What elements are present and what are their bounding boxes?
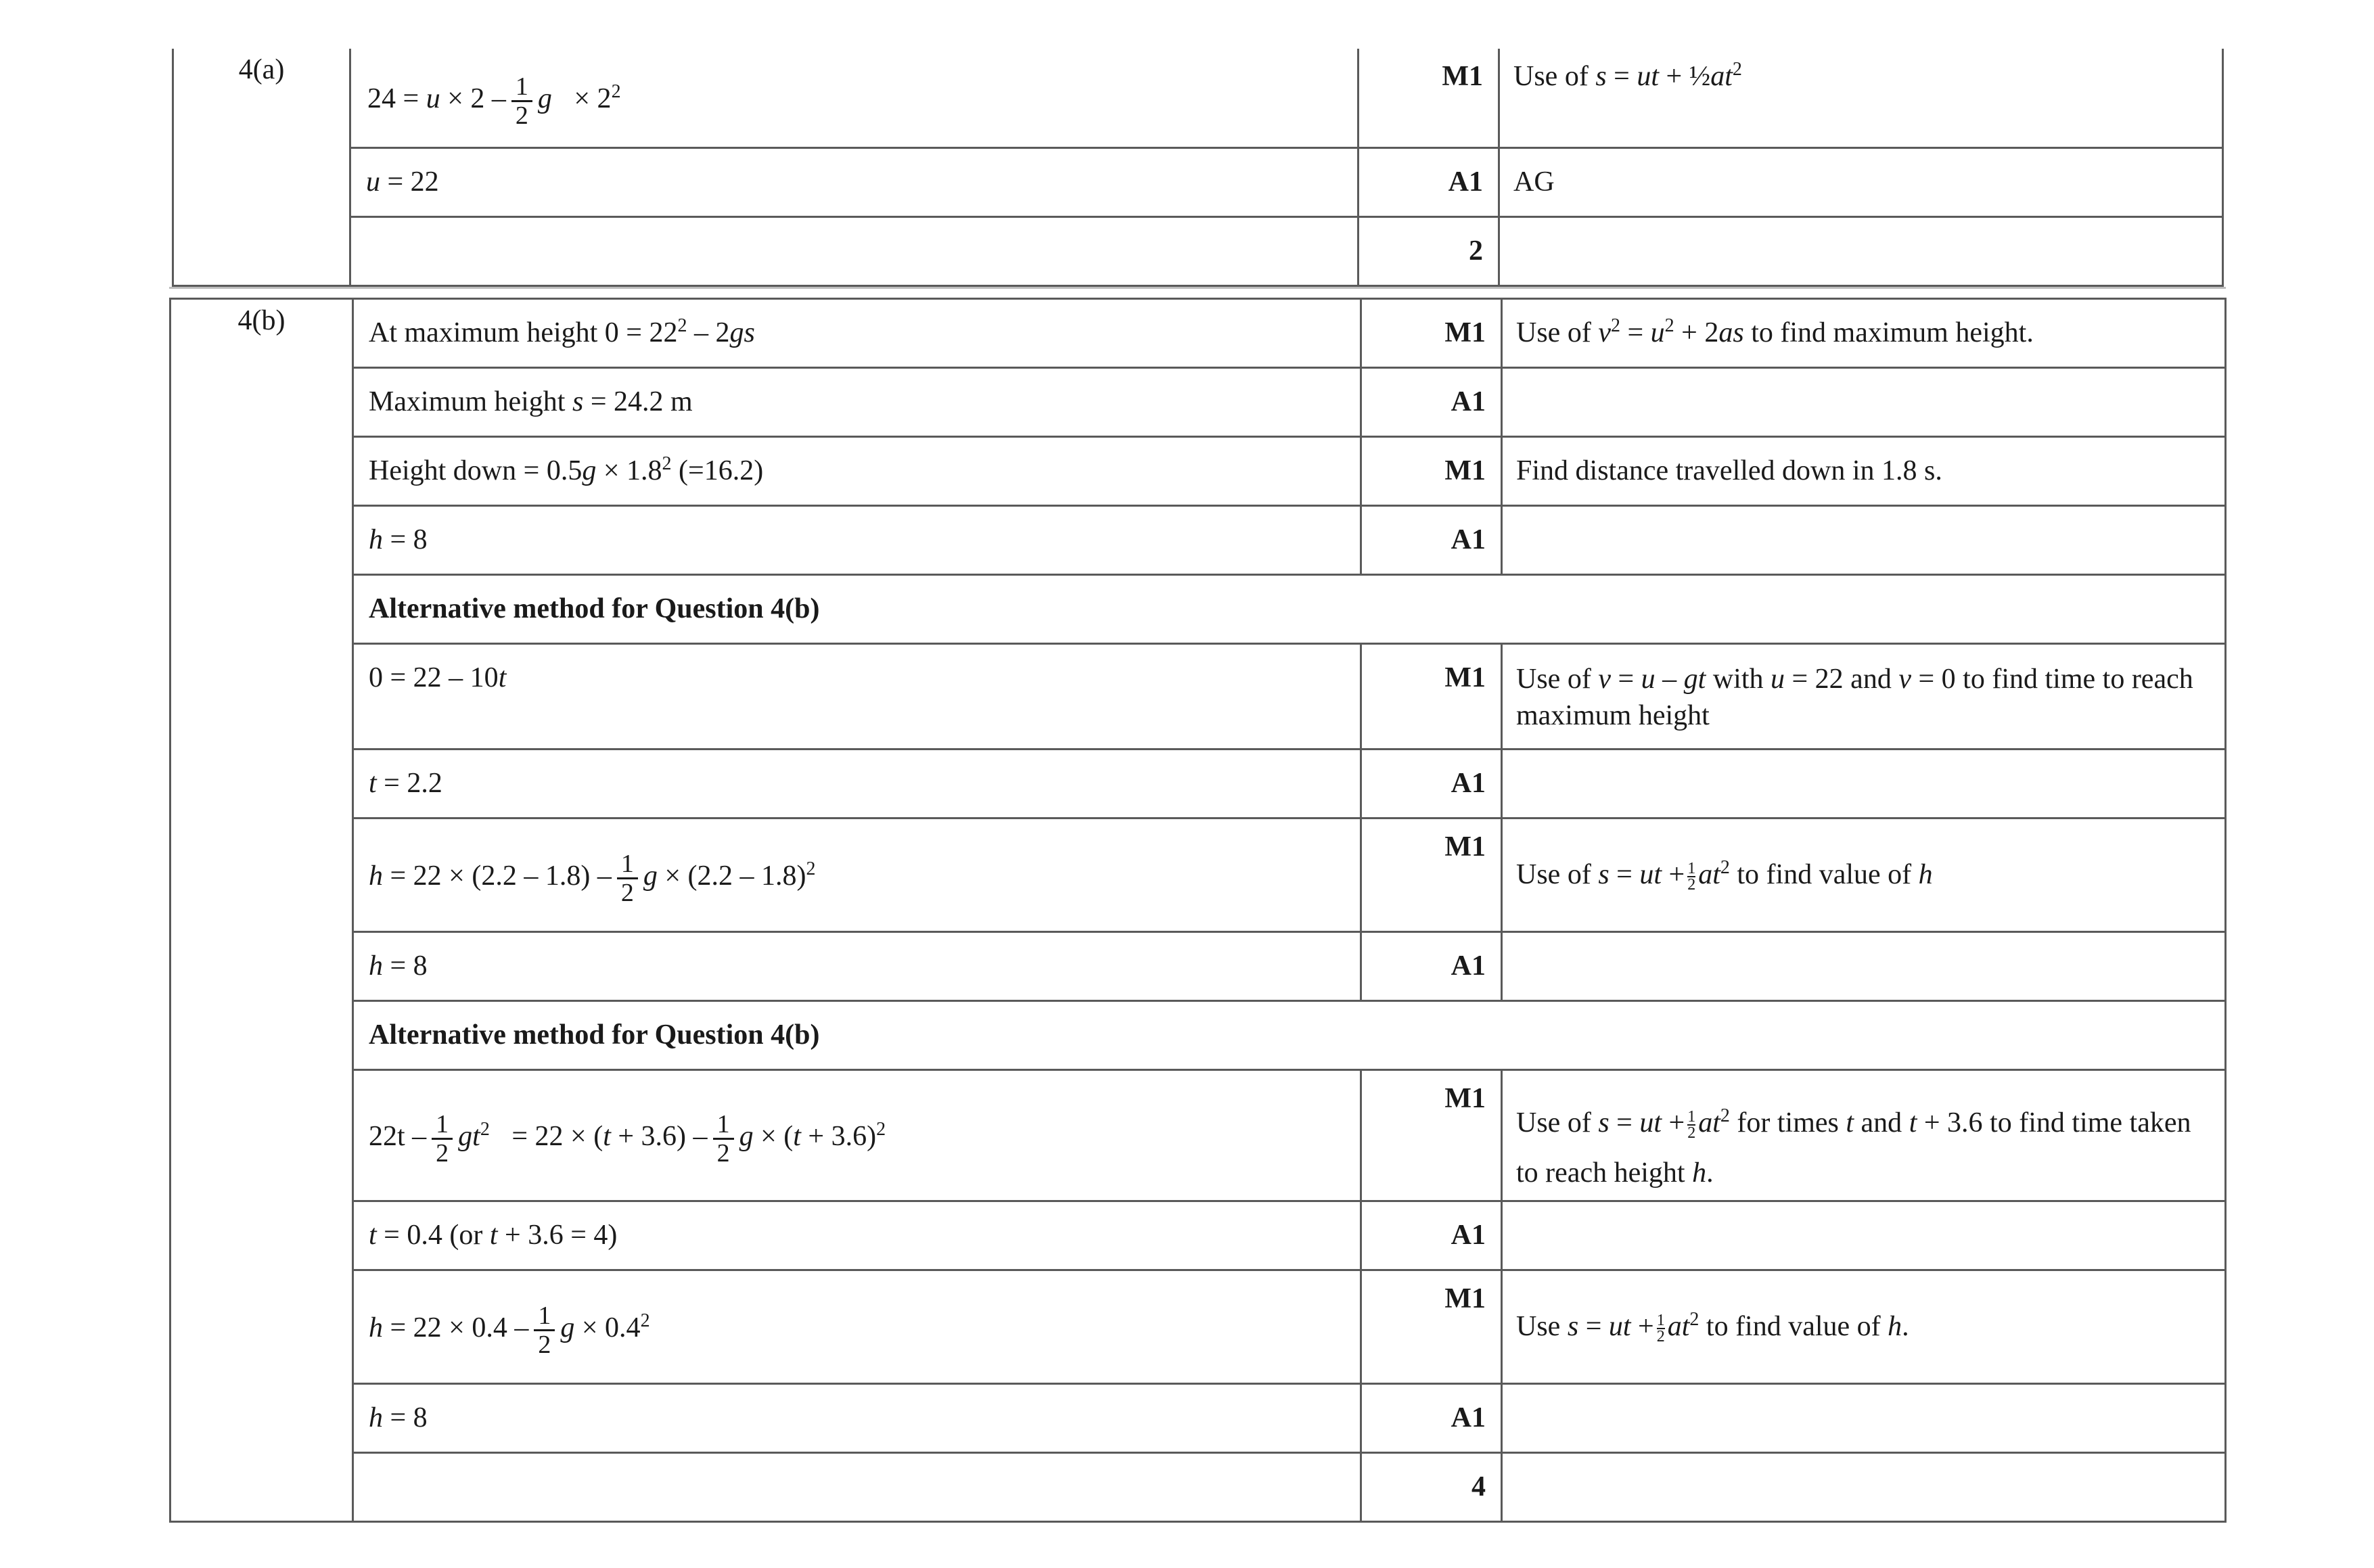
- mark-code: A1: [1361, 1201, 1502, 1270]
- mark-code: A1: [1361, 932, 1502, 1001]
- working-cell: Height down = $0.5g \times 1.8^2$ (=16.2): [353, 437, 1361, 506]
- working-cell: Maximum height s = 24.2 m: [353, 368, 1361, 437]
- working-cell: At maximum height $0 = 22^2 - 2gs$: [353, 299, 1361, 368]
- table-separator: [169, 287, 2226, 289]
- question-number: 4(a): [173, 49, 350, 285]
- mark-code: A1: [1361, 750, 1502, 818]
- total-marks: 4: [1361, 1453, 1502, 1522]
- mark-code: M1: [1359, 49, 1499, 147]
- working-cell: t = 2.2: [353, 750, 1361, 818]
- alternative-method-heading: Alternative method for Question 4(b): [353, 1001, 2226, 1070]
- working-cell: h = 8: [353, 932, 1361, 1001]
- comment-cell: [1502, 1384, 2226, 1453]
- working-cell: h = 22 × 0.4 – $\frac{1}{2}$ $g \times 0.4^2$: [353, 1270, 1361, 1384]
- working-cell: 24 = u × 2 – $\frac{1}{2}$ $g \times 2^2$: [350, 49, 1359, 147]
- alternative-method-heading: Alternative method for Question 4(b): [353, 575, 2226, 644]
- comment-cell: Use of s = ut + $\frac{1}{2}at^2$: [1499, 49, 2223, 147]
- working-cell: h = 8: [353, 506, 1361, 575]
- comment-cell: [1502, 1201, 2226, 1270]
- working-cell: h = 22 × (2.2 – 1.8) – $\frac{1}{2}$ g × (2.2 – 1.8)$^2$: [353, 818, 1361, 932]
- working-cell: 0 = 22 – 10t: [353, 644, 1361, 750]
- comment-cell: Find distance travelled down in 1.8 s.: [1502, 437, 2226, 506]
- mark-scheme-table-4a: [172, 49, 2224, 287]
- comment-cell: Use of $v^2 = u^2 + 2as$ to find maximum height.: [1502, 299, 2226, 368]
- working-cell: 22t – $\frac{1}{2}$ $gt^2 = 22 \times (t + 3.6)$ – $\frac{1}{2}$ $g \times (t + 3.6)^2$: [353, 1070, 1361, 1201]
- working-cell: [350, 216, 1359, 285]
- comment-cell: [1502, 1453, 2226, 1522]
- mark-scheme-table-4b: [169, 298, 2227, 1523]
- mark-code: A1: [1361, 368, 1502, 437]
- mark-code: M1: [1361, 644, 1502, 750]
- mark-code: M1: [1361, 818, 1502, 932]
- total-marks: 2: [1359, 216, 1499, 285]
- fraction-one-half: $\frac{1}{2}$: [1687, 1108, 1696, 1143]
- comment-cell: [1502, 368, 2226, 437]
- mark-code: A1: [1361, 506, 1502, 575]
- mark-code: M1: [1361, 1070, 1502, 1201]
- mark-code: M1: [1361, 299, 1502, 368]
- fraction-one-half: $\frac{1}{2}$: [432, 1111, 453, 1167]
- mark-code: M1: [1361, 1270, 1502, 1384]
- mark-code: A1: [1359, 147, 1499, 216]
- working-cell: u = 22: [350, 147, 1359, 216]
- comment-cell: [1502, 932, 2226, 1001]
- mark-code: M1: [1361, 437, 1502, 506]
- comment-cell: [1499, 216, 2223, 285]
- mark-code: A1: [1361, 1384, 1502, 1453]
- fraction-one-half: $\frac{1}{2}$: [1656, 1312, 1665, 1346]
- working-cell: [353, 1453, 1361, 1522]
- comment-cell: [1502, 750, 2226, 818]
- fraction-one-half: $\frac{1}{2}$: [534, 1302, 555, 1358]
- comment-cell: Use s = ut + $\frac{1}{2}$ $at^2$ to find value of h.: [1502, 1270, 2226, 1384]
- comment-cell: Use of v = u – gt with u = 22 and v = 0 to find time to reach maximum height: [1502, 644, 2226, 750]
- fraction-one-half: $\frac{1}{2}$: [1687, 860, 1696, 894]
- question-number: 4(b): [170, 299, 353, 1522]
- comment-cell: [1502, 506, 2226, 575]
- fraction-one-half: $\frac{1}{2}$: [713, 1111, 734, 1167]
- comment-cell: AG: [1499, 147, 2223, 216]
- fraction-one-half: $\frac{1}{2}$: [617, 850, 638, 906]
- working-cell: t = 0.4 (or t + 3.6 = 4): [353, 1201, 1361, 1270]
- fraction-one-half: $\frac{1}{2}$: [511, 73, 532, 129]
- comment-cell: Use of s = ut + $\frac{1}{2}$ $at^2$ for times t and t + 3.6 to find time taken to reach height h.: [1502, 1070, 2226, 1201]
- working-cell: h = 8: [353, 1384, 1361, 1453]
- comment-cell: Use of s = ut + $\frac{1}{2}$ $at^2$ to find value of h: [1502, 818, 2226, 932]
